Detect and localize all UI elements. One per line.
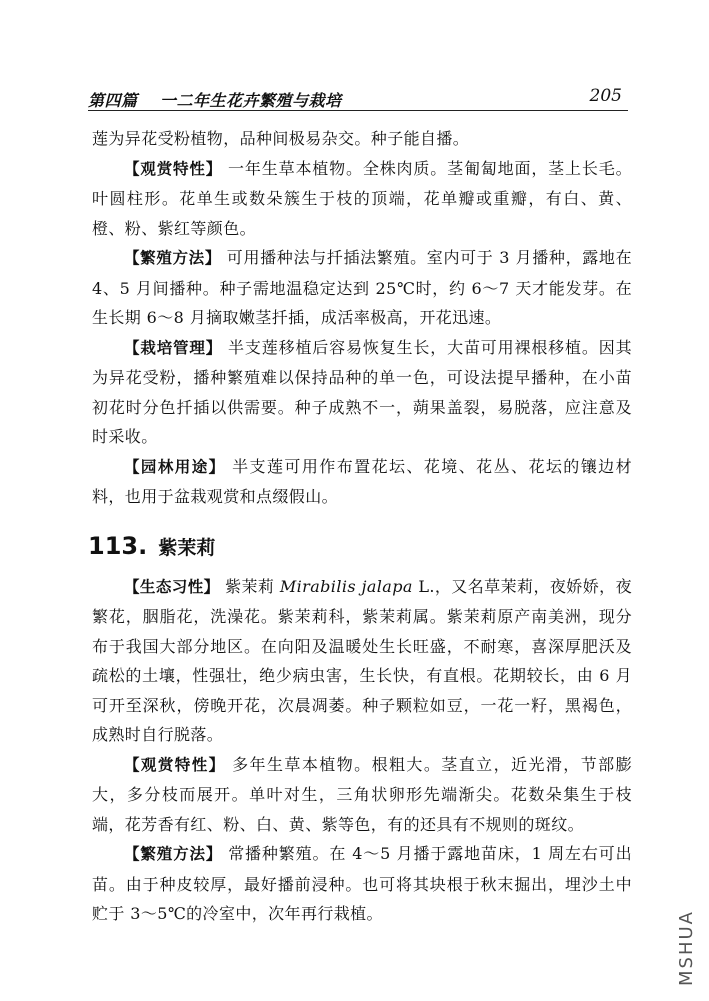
running-header [88, 86, 628, 111]
paragraph-propagation [92, 243, 632, 333]
header-chapter-title: 一二年生花卉繁殖与栽培 [160, 91, 342, 110]
paragraph-text: 常播种繁殖。在 4～5 月播于露地苗床，1 周左右可出苗。由于种皮较厚，最好播前浸种。也可将其块根于秋末掘出，埋沙土中贮于 3～5℃的冷室中，次年再行栽植。 [92, 844, 632, 923]
page-number: 205 [589, 86, 622, 106]
paragraph-ecology [92, 572, 632, 750]
section-title: 紫茉莉 [158, 536, 216, 559]
section-number: 113. [88, 531, 148, 560]
paragraph-text: 莲为异花受粉植物，品种间极易杂交。种子能自播。 [92, 129, 470, 148]
paragraph-text: 半支莲可用作布置花坛、花境、花丛、花坛的镶边材料，也用于盆栽观赏和点缀假山。 [92, 456, 633, 506]
paragraph-text: 紫茉莉 [225, 576, 280, 596]
paragraph-tag: 【生态习性】 [124, 577, 220, 596]
latin-name: Mirabilis jalapa [279, 576, 413, 596]
paragraph-text: 半支莲移植后容易恢复生长，大苗可用裸根移植。因其为异花受粉，播种繁殖难以保持品种的单一色，可设法提早播种，在小苗初花时分色扦插以供需要。种子成熟不一，蒴果盖裂，易脱落，应注意及时采收。 [92, 337, 632, 446]
paragraph-tag: 【园林用途】 [124, 457, 226, 476]
paragraph-tag: 【繁殖方法】 [124, 249, 222, 267]
body-text [88, 124, 633, 929]
paragraph-text: 一年生草本植物。全株肉质。茎匍匐地面，茎上长毛。叶圆柱形。花单生或数朵簇生于枝的顶端，花单瓣或重瓣，有白、黄、橙、粉、紫红等颜色。 [92, 158, 632, 238]
paragraph-ornamental-features [92, 154, 632, 244]
paragraph-continuation [92, 124, 632, 154]
paragraph-landscape-use [92, 452, 632, 512]
paragraph-tag: 【观赏特性】 [124, 159, 223, 178]
section-heading [88, 526, 632, 566]
header-part-label: 第四篇 [88, 91, 138, 110]
paragraph-tag: 【繁殖方法】 [124, 845, 223, 863]
paragraph-text: 可用播种法与扦插法繁殖。室内可于 3 月播种，露地在 4、5 月间播种。种子需地温稳定达到 25℃时，约 6～7 天才能发芽。在生长期 6～8 月摘取嫩茎扦插，成活率极高，开花迅速。 [92, 248, 632, 327]
paragraph-cultivation [92, 333, 632, 452]
paragraph-ornamental-features-2 [92, 750, 632, 840]
paragraph-tag: 【观赏特性】 [124, 755, 226, 774]
paragraph-tag: 【栽培管理】 [124, 338, 223, 357]
paragraph-text: 多年生草本植物。根粗大。茎直立，近光滑，节部膨大，多分枝而展开。单叶对生，三角状卵形先端渐尖。花数朵集生于枝端，花芳香有红、粉、白、黄、紫等色，有的还具有不规则的斑纹。 [92, 754, 633, 834]
watermark: MSHUA [676, 910, 697, 986]
paragraph-propagation-2 [92, 839, 632, 929]
paragraph-text: L.，又名草茉莉，夜娇娇，夜繁花，胭脂花，洗澡花。紫茉莉科，紫茉莉属。紫茉莉原产南美洲，现分布于我国大部分地区。在向阳及温暖处生长旺盛，不耐寒，喜深厚肥沃及疏松的土壤，性强壮，绝少病虫害，生长快，有直根。花期较长，由 6 月可开至深秋，傍晚开花，次晨凋萎。种子颗粒如豆，一花一籽，黑褐色，成熟时自行脱落。 [92, 576, 632, 744]
